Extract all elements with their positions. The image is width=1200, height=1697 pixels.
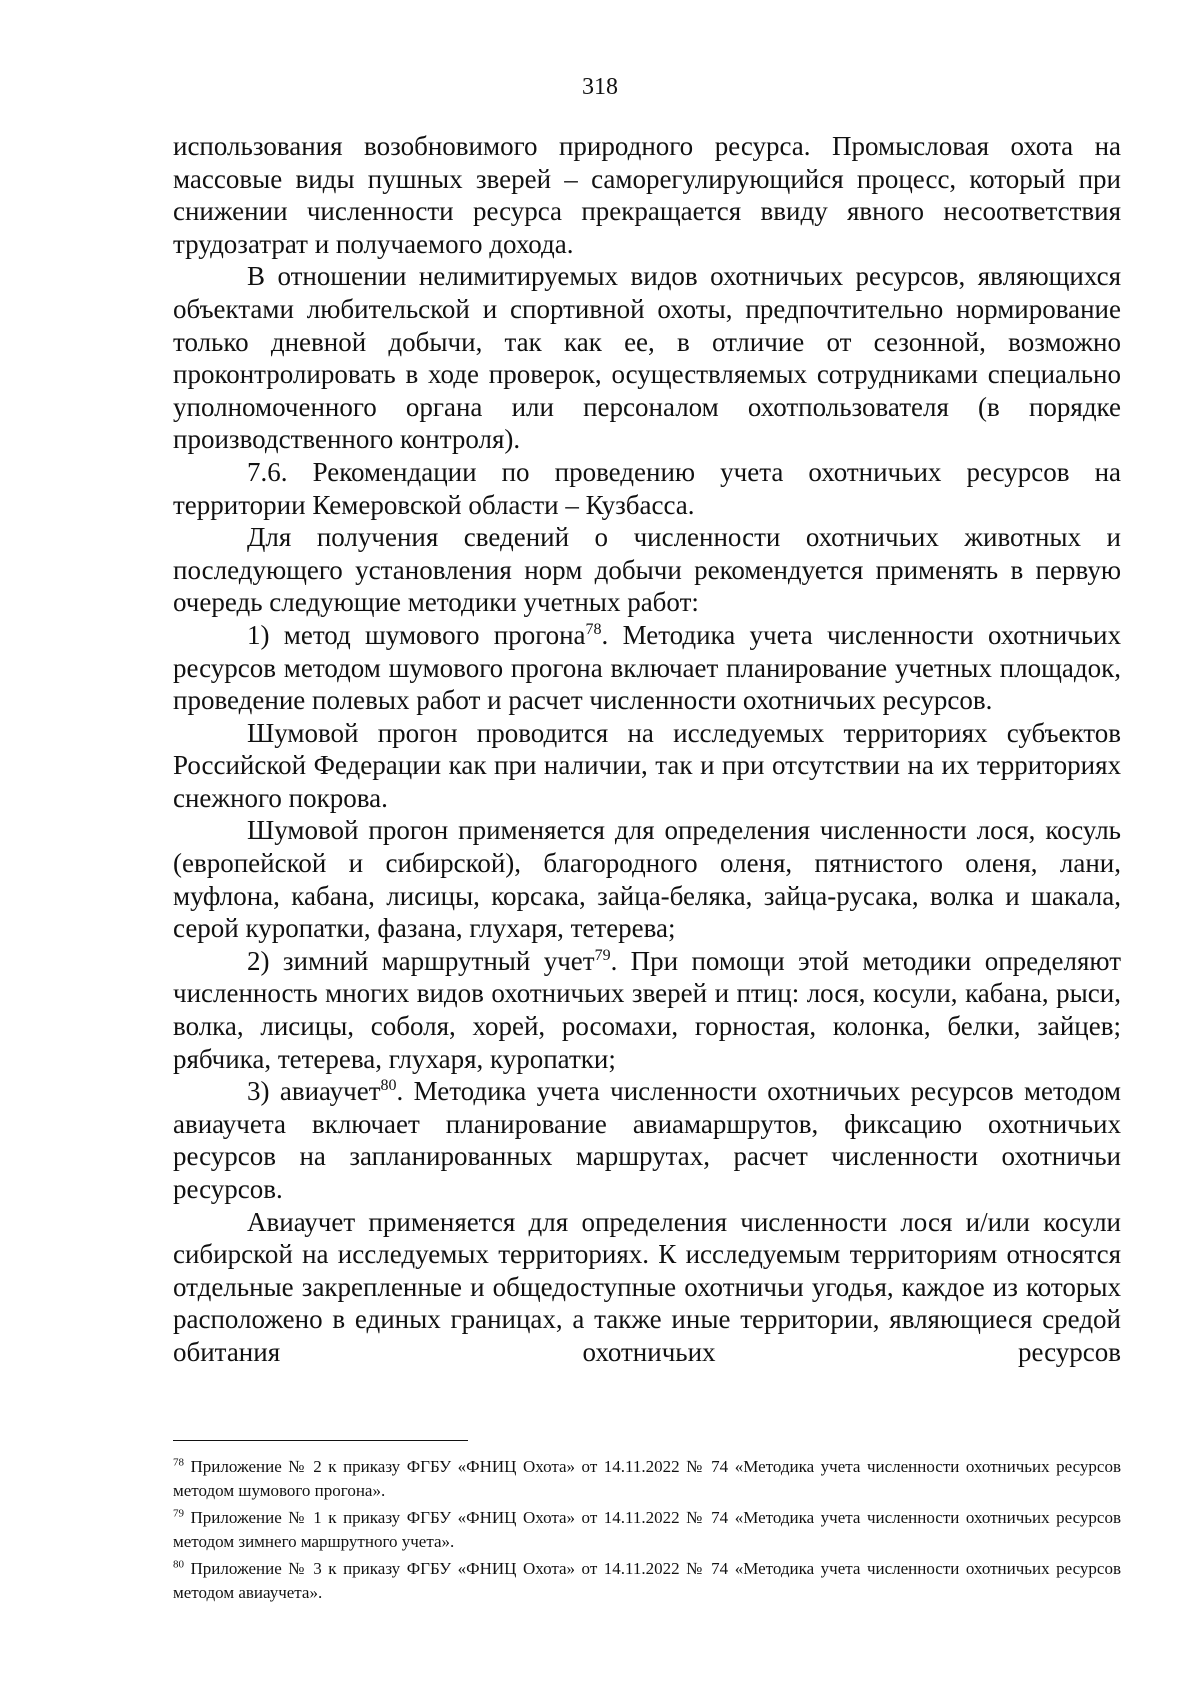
method-winter-route-title: 2) зимний маршрутный учет (247, 945, 595, 976)
method-noise-drive-title: 1) метод шумового прогона (247, 619, 586, 650)
paragraph-methods-intro: Для получения сведений о численности охотничьих животных и последующего установления норм добычи рекомендуется применять в первую очередь следующие методики учетных работ: (173, 522, 1121, 618)
footnote-text: Приложение № 2 к приказу ФГБУ «ФНИЦ Охота» от 14.11.2022 № 74 «Методика учета численности охотничьих ресурсов методом шумового прогона». (173, 1457, 1121, 1500)
footnote-ref-78[interactable]: 78 (585, 620, 602, 638)
footnote-number: 79 (173, 1507, 184, 1520)
footnote-text: Приложение № 1 к приказу ФГБУ «ФНИЦ Охота» от 14.11.2022 № 74 «Методика учета численности охотничьих ресурсов методом зимнего маршрутного учета». (173, 1508, 1121, 1551)
method-aerial-text: . Методика учета численности охотничьих ресурсов методом авиаучета включает планирование авиамаршрутов, фиксацию охотничьих ресурсов на запланированных маршрутах, расчет численности охотничьи ресурсов. (173, 1076, 1121, 1204)
footnote-ref-80[interactable]: 80 (380, 1077, 397, 1095)
paragraph-method-winter-route (173, 945, 1121, 1075)
page-number: 318 (582, 74, 618, 100)
method-winter-route-text: . При помощи этой методики определяют численность многих видов охотничьих зверей и птиц: лося, косули, кабана, рыси, волка, лисицы, соболя, хорей, росомахи, горностая, колонка, белки, зайцев; рябчика, тетерева, глухаря, куропатки; (173, 945, 1122, 1074)
footnote-number: 80 (173, 1558, 184, 1571)
paragraph-non-limited-species: В отношении нелимитируемых видов охотничьих ресурсов, являющихся объектами любительской и спортивной охоты, предпочтительно нормирование только дневной добычи, так как ее, в отличие от сезонной, возможно проконтролировать в ходе проверок, осуществляемых сотрудниками специально уполномоченного органа или персоналом охотпользователя (в порядке производственного контроля). (173, 261, 1121, 455)
footnote-79 (173, 1506, 1121, 1553)
body-text (173, 130, 1121, 1369)
paragraph-noise-drive-species: Шумовой прогон применяется для определения численности лося, косуль (европейской и сибирской), благородного оленя, пятнистого оленя, лани, муфлона, кабана, лисицы, корсака, зайца-беляка, зайца-русака, волка и шакала, серой куропатки, фазана, глухаря, тетерева; (173, 815, 1121, 944)
footnote-80 (173, 1557, 1121, 1604)
footnote-separator (173, 1440, 468, 1441)
paragraph-noise-drive-territories: Шумовой прогон проводится на исследуемых территориях субъектов Российской Федерации как при наличии, так и при отсутствии на их территориях снежного покрова. (173, 717, 1121, 813)
method-noise-drive-text: . Методика учета численности охотничьих ресурсов методом шумового прогона включает планирование учетных площадок, проведение полевых работ и расчет численности охотничьих ресурсов. (173, 619, 1121, 716)
footnotes (173, 1455, 1121, 1608)
paragraph-method-aerial (173, 1075, 1121, 1205)
method-aerial-title: 3) авиаучет (247, 1076, 381, 1107)
paragraph-continuation: использования возобновимого природного ресурса. Промысловая охота на массовые виды пушных зверей – саморегулирующийся процесс, который при снижении численности ресурса прекращается ввиду явного несоответствия трудозатрат и получаемого дохода. (173, 131, 1121, 259)
section-heading-7-6: 7.6. Рекомендации по проведению учета охотничьих ресурсов на территории Кемеровской области – Кузбасса. (173, 456, 1121, 520)
footnote-text: Приложение № 3 к приказу ФГБУ «ФНИЦ Охота» от 14.11.2022 № 74 «Методика учета численности охотничьих ресурсов методом авиаучета». (173, 1559, 1121, 1602)
paragraph-method-noise-drive (173, 619, 1121, 717)
paragraph-aerial-application: Авиаучет применяется для определения численности лося и/или косули сибирской на исследуемых территориях. К исследуемым территориям относятся отдельные закрепленные и общедоступные охотничьи угодья, каждое из которых расположено в единых границах, а также иные территории, являющиеся средой обитания охотничьих ресурсов (173, 1206, 1121, 1367)
footnote-78 (173, 1455, 1121, 1502)
footnote-number: 78 (173, 1456, 184, 1469)
footnote-ref-79[interactable]: 79 (594, 946, 611, 964)
